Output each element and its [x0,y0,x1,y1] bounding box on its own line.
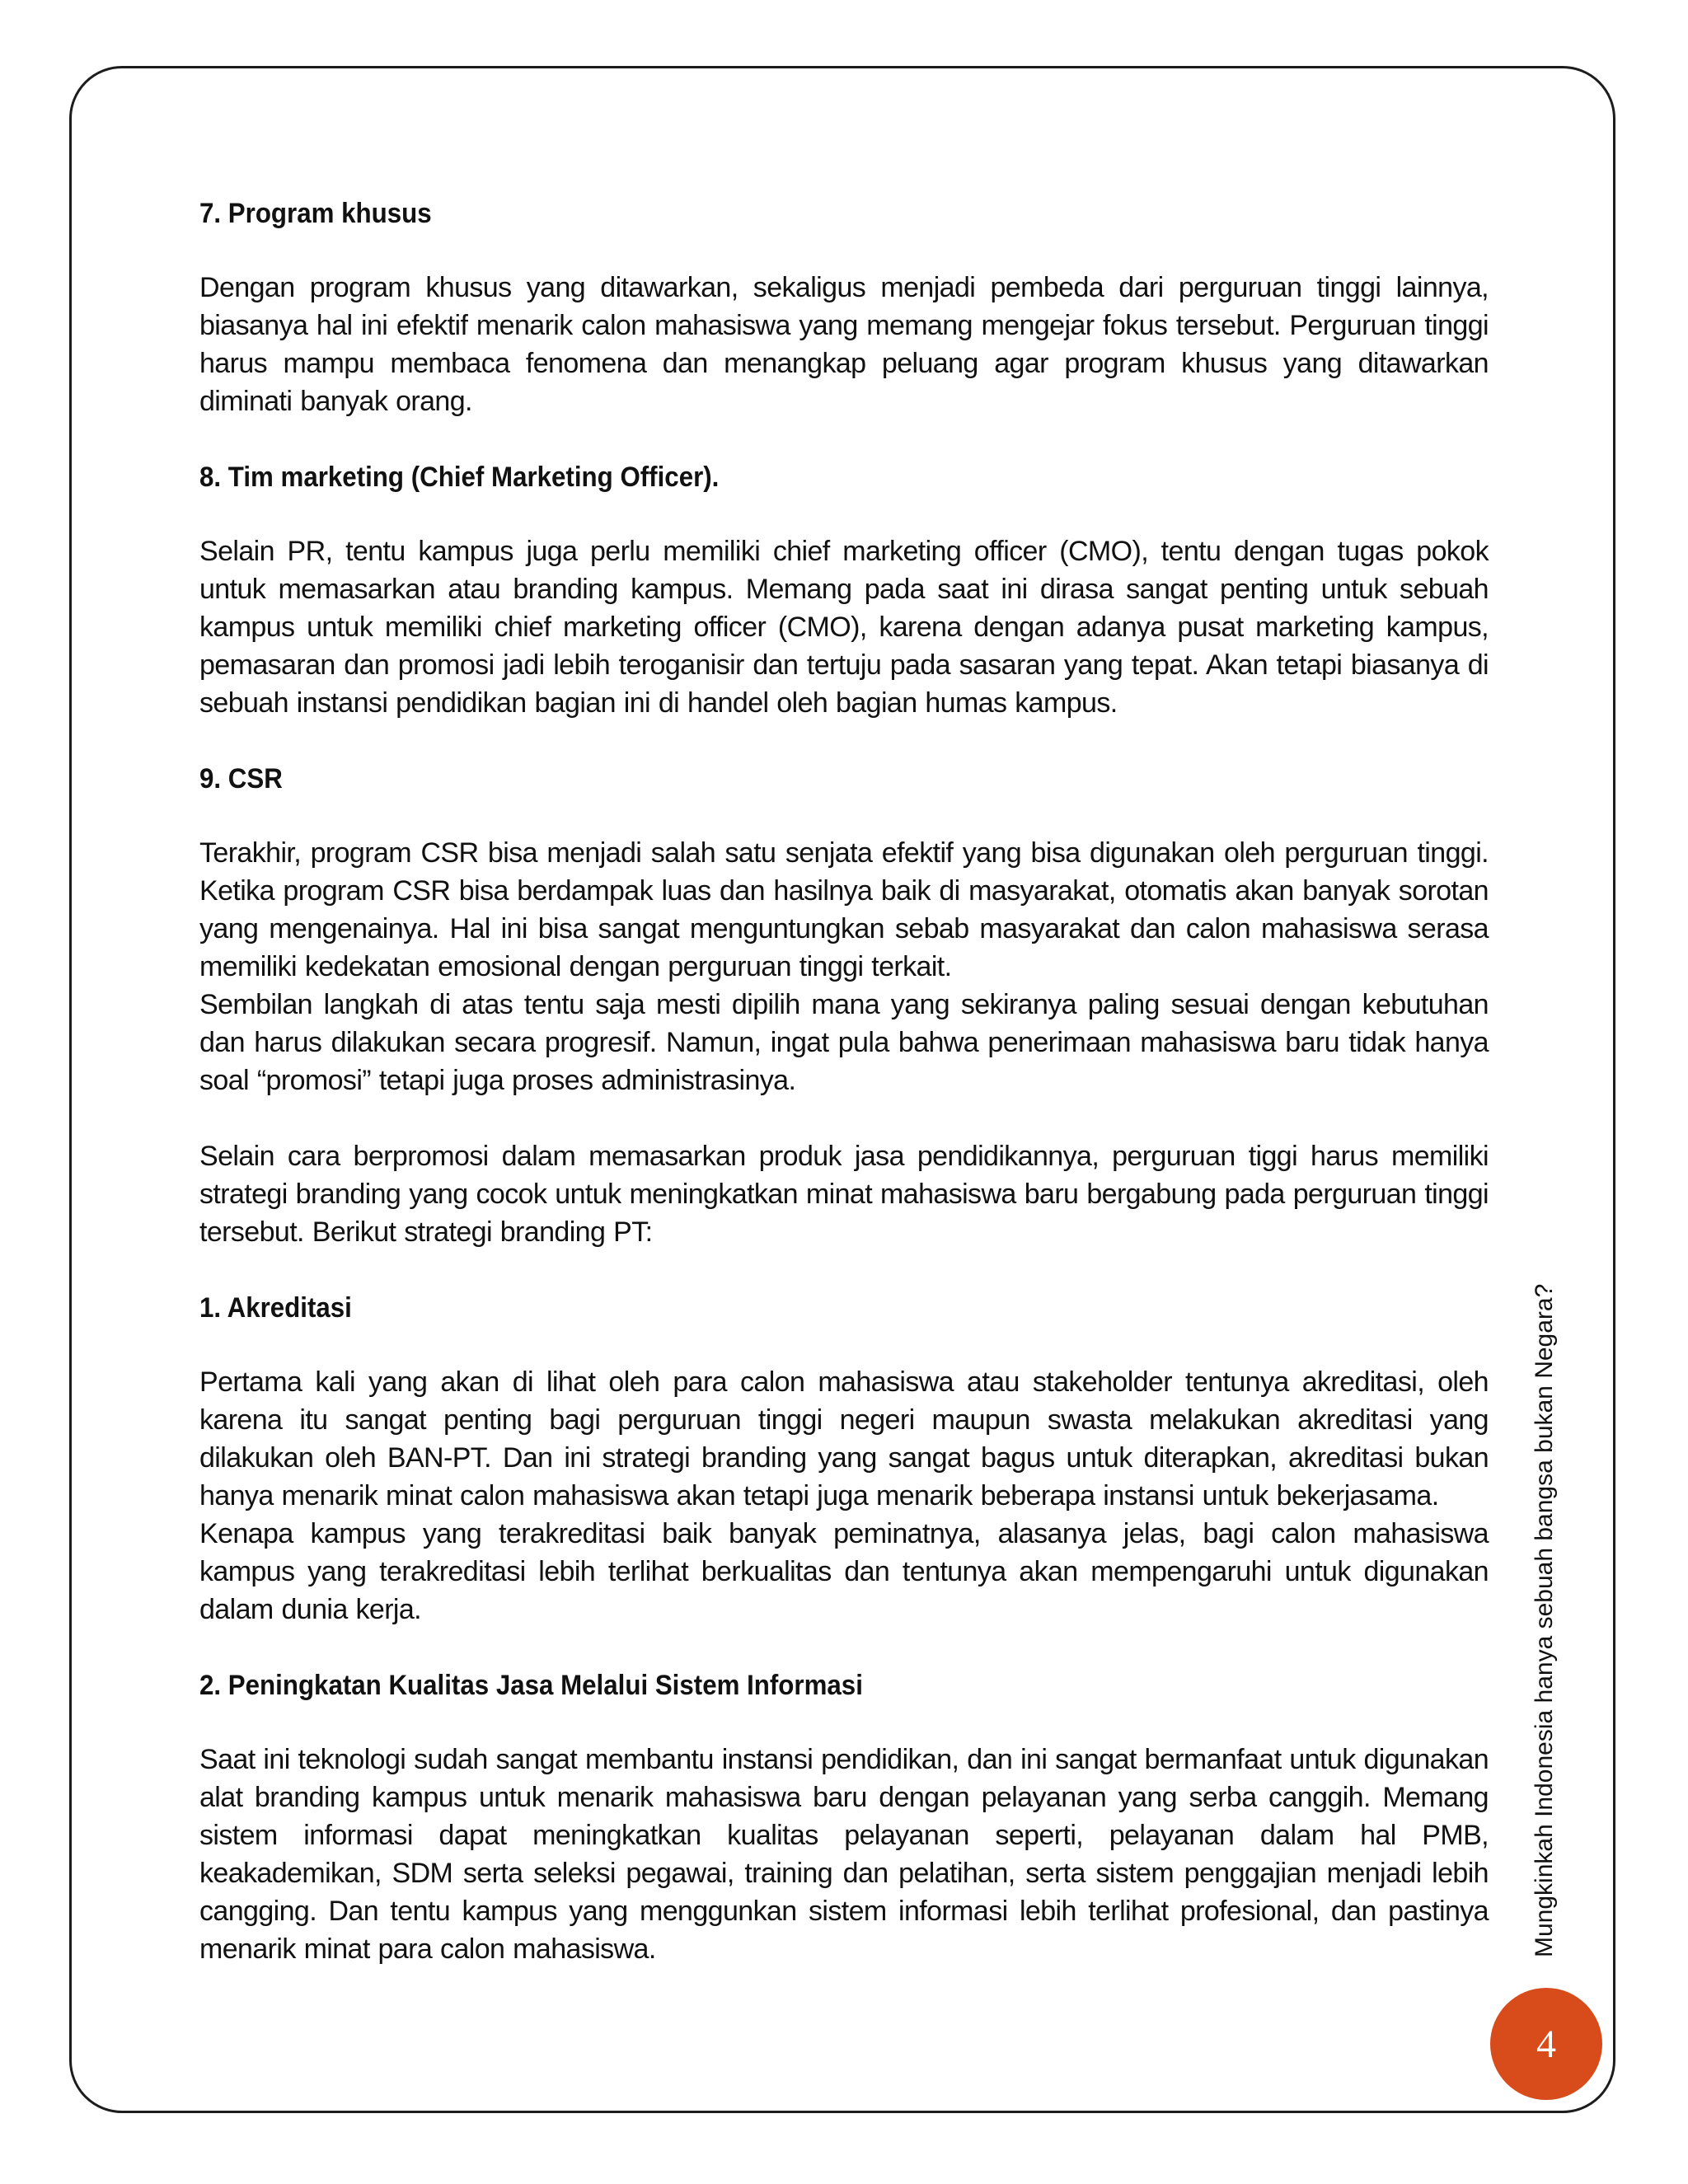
section-heading-tim-marketing: 8. Tim marketing (Chief Marketing Officer). [199,462,720,493]
page-number-badge [1490,1988,1602,2100]
paragraph-intro-branding: Selain cara berpromosi dalam memasarkan produk jasa pendidikannya, perguruan tiggi harus memiliki strategi branding yang cocok untuk meningkatkan minat mahasiswa baru bergabung pada perguruan tinggi tersebut. Berikut strategi branding PT: [199,1141,1489,1248]
paragraph-csr: Terakhir, program CSR bisa menjadi salah satu senjata efektif yang bisa digunakan oleh perguruan tinggi. Ketika program CSR bisa berdampak luas dan hasilnya baik di masyarakat, otomatis akan banyak sorotan yang mengenainya. Hal ini bisa sangat menguntungkan sebab masyarakat dan calon mahasiswa serasa memiliki kedekatan emosional dengan perguruan tinggi terkait. [199,837,1489,982]
section-heading-program-khusus: 7. Program khusus [199,198,432,229]
page-number: 4 [1536,2022,1556,2066]
paragraph-sistem-informasi: Saat ini teknologi sudah sangat membantu instansi pendidikan, dan ini sangat bermanfaat untuk digunakan alat branding kampus untuk menarik mahasiswa baru dengan pelayanan yang serba canggih. Memang sistem informasi dapat meningkatkan kualitas pelayanan seperti, pelayanan dalam hal PMB, keakademikan, SDM serta seleksi pegawai, training dan pelatihan, serta sistem penggajian menjadi lebih cangging. Dan tentu kampus yang menggunkan sistem informasi lebih terlihat profesional, dan pastinya menarik minat para calon mahasiswa. [199,1744,1489,1965]
paragraph-program-khusus: Dengan program khusus yang ditawarkan, sekaligus menjadi pembeda dari perguruan tinggi lainnya, biasanya hal ini efektif menarik calon mahasiswa yang memang mengejar fokus tersebut. Perguruan tinggi harus mampu membaca fenomena dan menangkap peluang agar program khusus yang ditawarkan diminati banyak orang. [199,272,1489,417]
paragraph-akreditasi-kenapa: Kenapa kampus yang terakreditasi baik banyak peminatnya, alasanya jelas, bagi calon mahasiswa kampus yang terakreditasi lebih terlihat berkualitas dan tentunya akan mempengaruhi untuk digunakan dalam dunia kerja. [199,1518,1489,1625]
side-running-title: Mungkinkah Indonesia hanya sebuah bangsa bukan Negara? [1531,1283,1558,1957]
section-heading-sistem-informasi: 2. Peningkatan Kualitas Jasa Melalui Sistem Informasi [199,1670,863,1701]
paragraph-sembilan-langkah: Sembilan langkah di atas tentu saja mesti dipilih mana yang sekiranya paling sesuai dengan kebutuhan dan harus dilakukan secara progresif. Namun, ingat pula bahwa penerimaan mahasiswa baru tidak hanya soal “promosi” tetapi juga proses administrasinya. [199,989,1489,1096]
paragraph-tim-marketing: Selain PR, tentu kampus juga perlu memiliki chief marketing officer (CMO), tentu dengan tugas pokok untuk memasarkan atau branding kampus. Memang pada saat ini dirasa sangat penting untuk sebuah kampus untuk memiliki chief marketing officer (CMO), karena dengan adanya pusat marketing kampus, pemasaran dan promosi jadi lebih teroganisir dan tertuju pada sasaran yang tepat. Akan tetapi biasanya di sebuah instansi pendidikan bagian ini di handel oleh bagian humas kampus. [199,536,1489,719]
section-heading-csr: 9. CSR [199,763,283,794]
page-content [199,194,1489,1968]
paragraph-akreditasi: Pertama kali yang akan di lihat oleh para calon mahasiswa atau stakeholder tentunya akreditasi, oleh karena itu sangat penting bagi perguruan tinggi negeri maupun swasta melakukan akreditasi yang dilakukan oleh BAN-PT. Dan ini strategi branding yang sangat bagus untuk diterapkan, akreditasi bukan hanya menarik minat calon mahasiswa akan tetapi juga menarik beberapa instansi untuk bekerjasama. [199,1366,1489,1511]
section-heading-akreditasi: 1. Akreditasi [199,1292,352,1324]
